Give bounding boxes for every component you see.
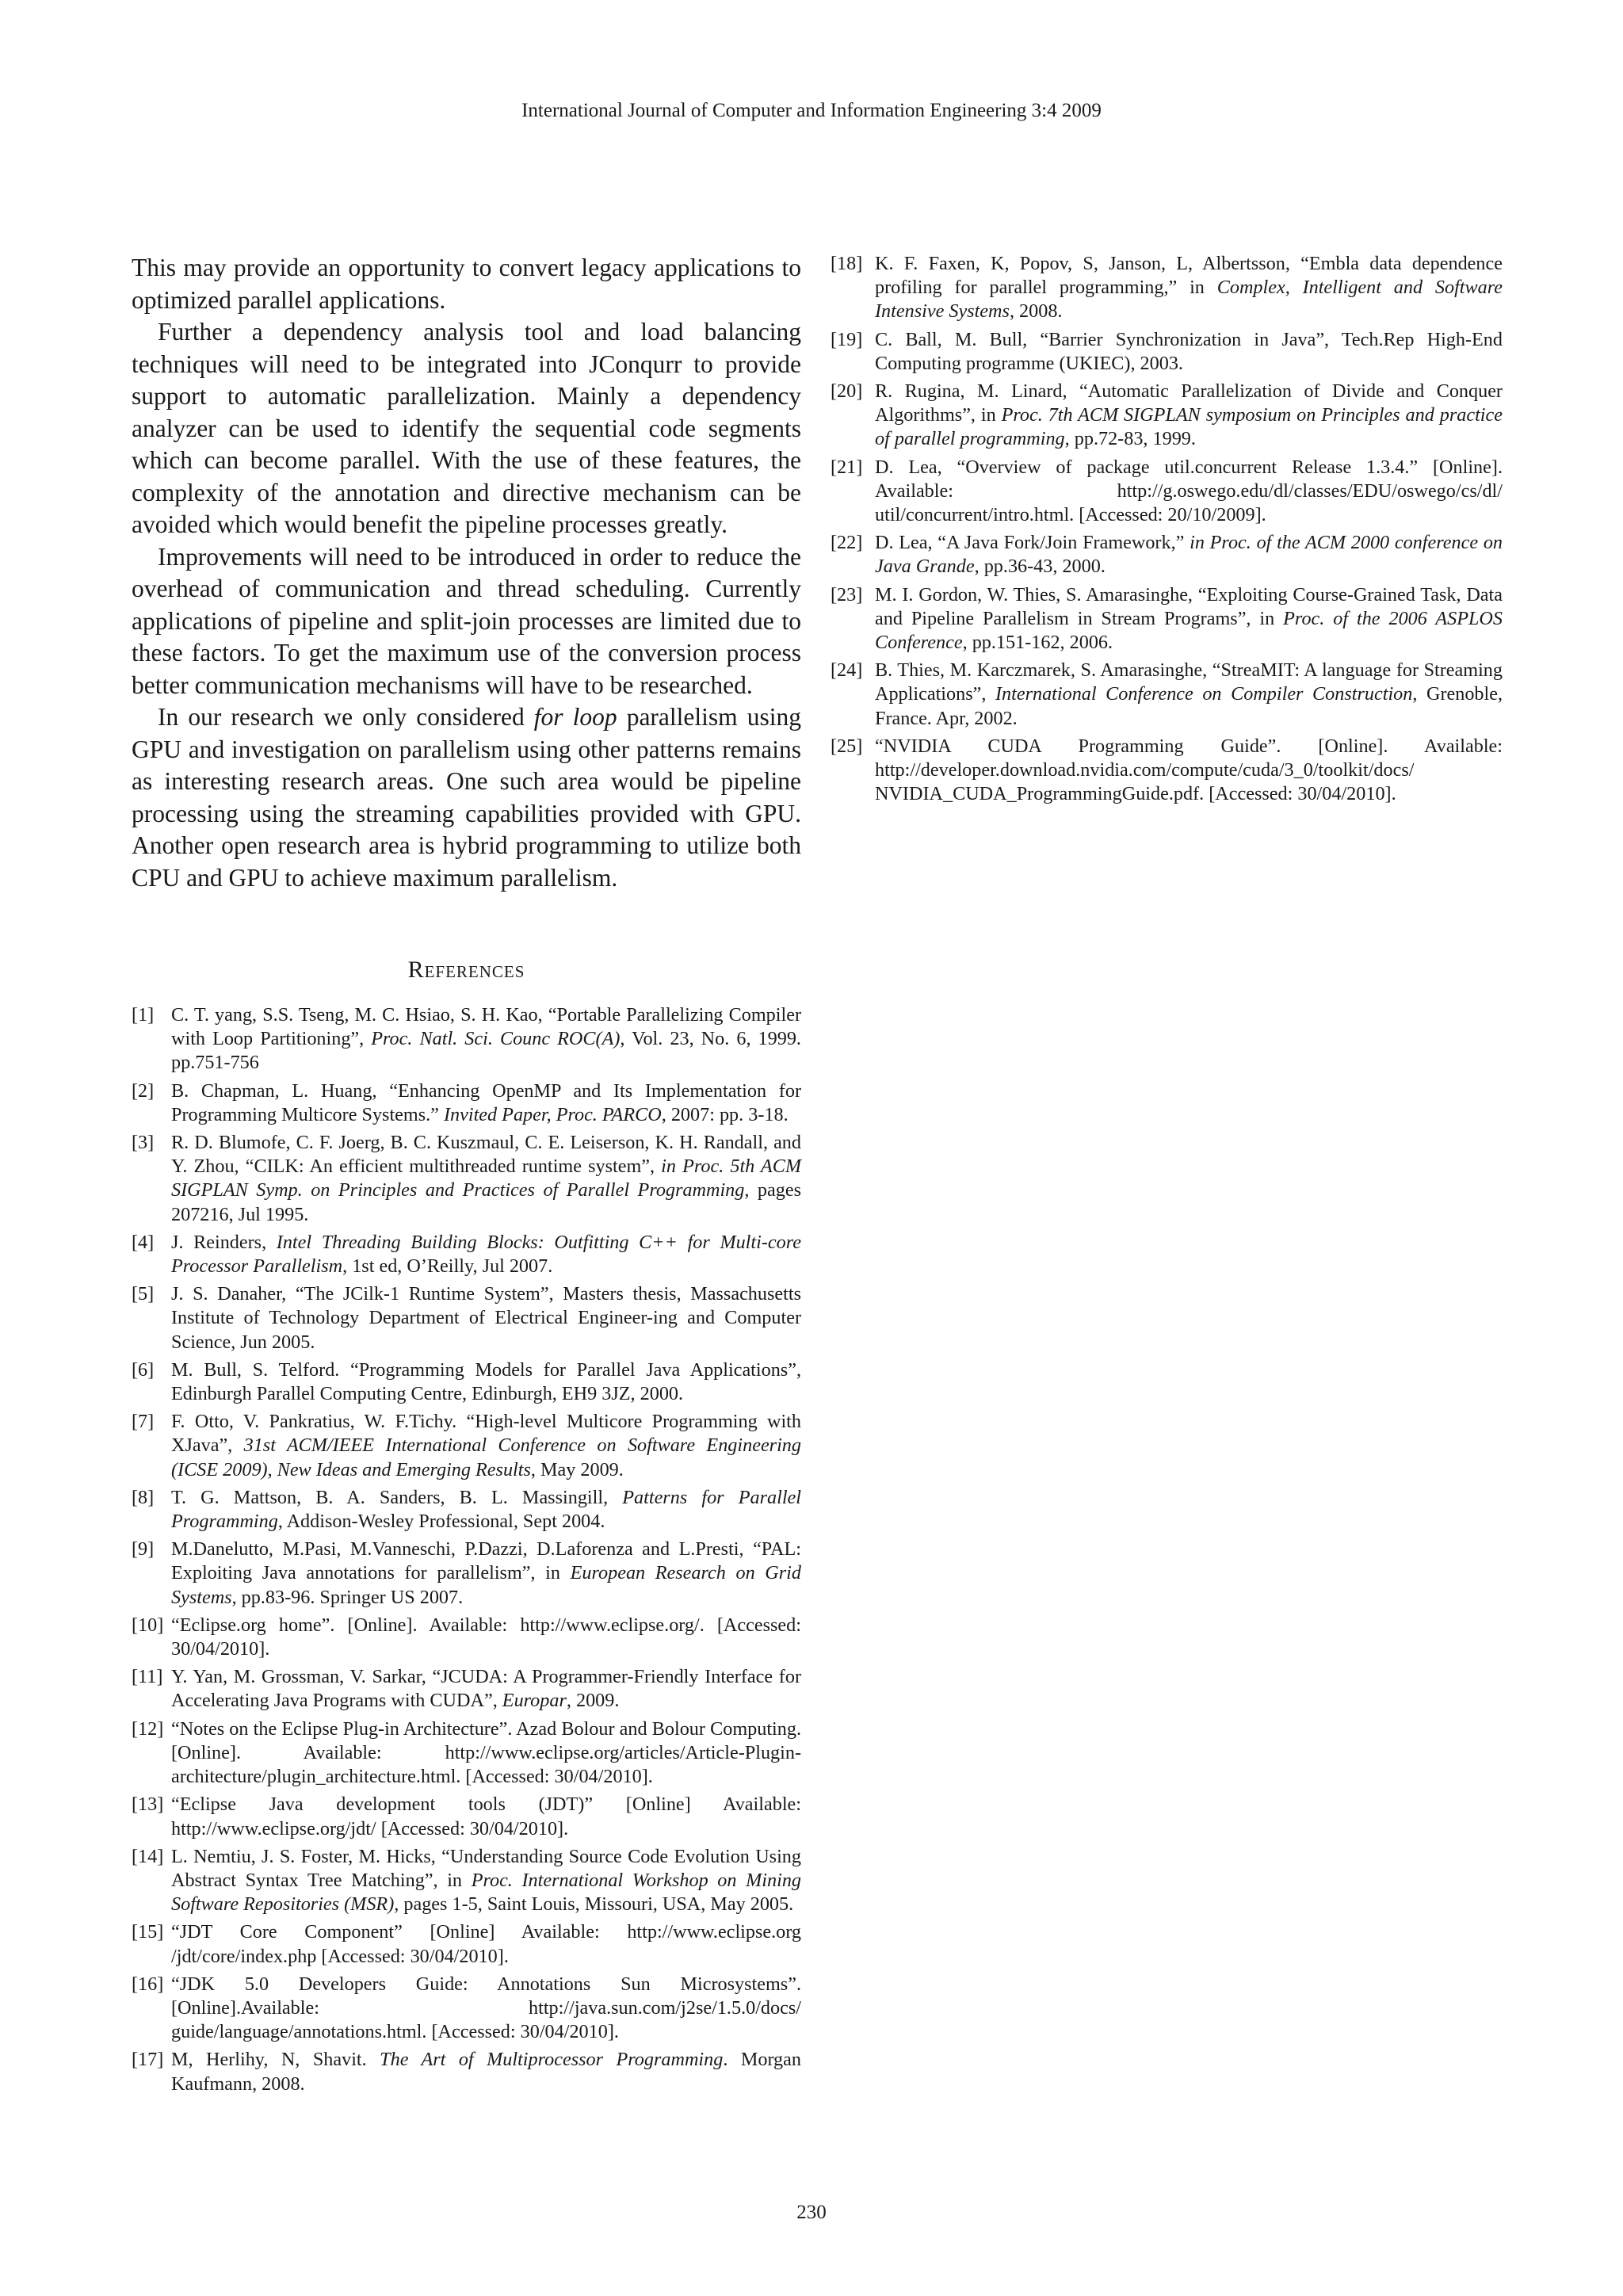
reference-text: , 2009. [566,1690,620,1712]
reference-text: C. T. yang, S.S. Tseng, M. C. Hsiao, S. H. Kao, “Portable Parallelizing Compiler with Loop Partitioning”, [171,1004,801,1050]
reference-item [831,583,1503,655]
reference-number: [21] [831,456,863,478]
reference-text: , pages 1-5, Saint Louis, Missouri, USA, May 2005. [394,1893,794,1916]
reference-number: [15] [132,1921,164,1943]
reference-text: , pp.36-43, 2000. [974,556,1106,578]
reference-text: D. Lea, “Overview of package util.concurrent Release 1.3.4.” [Online]. Available: http://g.oswego.edu/dl/classes/EDU/oswego/cs/dl/ util/concurrent/intro.html. [Accessed: 20/10/2009]. [875,456,1503,526]
reference-text: , 1st ed, O’Reilly, Jul 2007. [342,1255,553,1278]
reference-text: J. S. Danaher, “The JCilk-1 Runtime System”, Masters thesis, Massachusetts Institute of Technology Department of Electrical Engineer-ing and Computer Science, Jun 2005. [171,1283,801,1353]
reference-text: , 2008. [1009,300,1063,323]
reference-text: , Grenoble, France. Apr, 2002. [875,683,1503,729]
reference-text: , pp.151-162, 2006. [962,632,1113,654]
reference-list-left [132,1003,801,2096]
reference-number: [12] [132,1717,164,1740]
reference-text: M, Herlihy, N, Shavit. [171,2049,380,2071]
reference-item [831,531,1503,579]
reference-text: , pages 207216, Jul 1995. [171,1179,801,1225]
reference-number: [22] [831,532,863,554]
reference-item [132,1920,801,1968]
reference-item [132,2048,801,2095]
reference-item [132,1358,801,1406]
reference-text: J. Reinders, [171,1231,277,1253]
body-paragraph: In our research we only considered for loop parallelism using GPU and investigation on parallelism using other patterns remains as interesting research areas. One such area would be pipeline processing using the streaming capabilities provided with GPU. Another open research area is hybrid programming to utilize both CPU and GPU to achieve maximum parallelism. [132,703,801,892]
reference-number: [24] [831,659,863,682]
page-number: 230 [796,2202,827,2223]
reference-number: [16] [132,1973,164,1995]
right-column [831,252,1503,810]
reference-item [831,252,1503,324]
reference-item [132,1665,801,1713]
reference-item [831,456,1503,528]
reference-number: [18] [831,253,863,274]
reference-italic-text: Proc. Natl. Sci. Counc ROC(A) [371,1028,621,1050]
reference-text: M. I. Gordon, W. Thies, S. Amarasinghe, “Exploiting Course-Grained Task, Data and Pipeline Parallelism in Stream Programs”, in [875,583,1503,629]
reference-item [132,1717,801,1790]
left-column [132,252,801,2100]
reference-item [132,1131,801,1227]
reference-item [132,1079,801,1127]
reference-italic-text: Patterns for Parallel Programming [171,1486,801,1533]
reference-text: Y. Yan, M. Grossman, V. Sarkar, “JCUDA: A Programmer-Friendly Interface for Accelerating Java Programs with CUDA”, [171,1666,801,1712]
reference-item [132,1793,801,1840]
reference-text: “JDK 5.0 Developers Guide: Annotations Sun Microsystems”. [Online].Available: http://java.sun.com/j2se/1.5.0/docs/ guide/language/annotations.html. [Accessed: 30/04/2010]. [171,1973,801,2043]
reference-italic-text: Complex, Intelligent and Software Intensive Systems [875,277,1503,323]
reference-number: [3] [132,1132,155,1154]
reference-number: [13] [132,1794,164,1816]
reference-item [132,1973,801,2045]
reference-text: , pp.72-83, 1999. [1064,428,1196,450]
reference-text: “JDT Core Component” [Online] Available: http://www.eclipse.org /jdt/core/index.php [Accessed: 30/04/2010]. [171,1921,801,1967]
reference-text: , May 2009. [530,1458,624,1480]
reference-text: , 2007: pp. 3-18. [661,1103,789,1125]
reference-item [132,1410,801,1482]
reference-number: [17] [132,2049,164,2071]
reference-text: “Eclipse.org home”. [Online]. Available: http://www.eclipse.org/. [Accessed: 30/04/2010]. [171,1614,801,1660]
reference-italic-text: Proc. of the 2006 ASPLOS Conference [875,607,1503,654]
reference-number: [4] [132,1231,155,1253]
body-paragraph: Further a dependency analysis tool and load balancing techniques will need to be integrated into JConqurr to provide support to automatic parallelization. Mainly a dependency analyzer can be used to identify the sequential code segments which can become parallel. With the use of these features, the complexity of the annotation and directive mechanism can be avoided which would benefit the pipeline processes greatly. [132,318,801,538]
reference-item [132,1845,801,1917]
reference-item [132,1282,801,1354]
reference-item [132,1231,801,1278]
reference-text: B. Thies, M. Karczmarek, S. Amarasinghe, “StreaMIT: A language for Streaming Applications”, [875,659,1503,705]
reference-item [132,1614,801,1661]
reference-italic-text: European Research on Grid Systems [171,1562,801,1608]
reference-item [831,659,1503,731]
reference-number: [23] [831,583,863,606]
reference-italic-text: 31st ACM/IEEE International Conference on Software Engineering (ICSE 2009), New Ideas and Emerging Results [171,1435,801,1480]
reference-italic-text: International Conference on Compiler Construction [995,683,1413,705]
reference-item [831,328,1503,376]
reference-number: [11] [132,1666,163,1688]
reference-item [132,1486,801,1534]
reference-number: [1] [132,1004,155,1026]
reference-italic-text: Intel Threading Building Blocks: Outfitting C++ for Multi-core Processor Parallelism [171,1231,801,1278]
reference-text: M.Danelutto, M.Pasi, M.Vanneschi, P.Dazzi, D.Laforenza and L.Presti, “PAL: Exploiting Java annotations for parallelism”, in [171,1538,801,1584]
reference-text: , Vol. 23, No. 6, 1999. pp.751-756 [171,1028,801,1074]
reference-number: [5] [132,1283,155,1305]
reference-italic-text: in Proc. of the ACM 2000 conference on Java Grande [875,532,1503,578]
reference-italic-text: Europar [502,1690,567,1712]
reference-number: [2] [132,1079,155,1102]
reference-text: M. Bull, S. Telford. “Programming Models for Parallel Java Applications”, Edinburgh Parallel Computing Centre, Edinburgh, EH9 3JZ, 2000. [171,1358,801,1405]
reference-text: B. Chapman, L. Huang, “Enhancing OpenMP and Its Implementation for Programming Multicore Systems.” [171,1079,801,1125]
reference-text: “Eclipse Java development tools (JDT)” [Online] Available: http://www.eclipse.org/jdt/ [Accessed: 30/04/2010]. [171,1794,801,1839]
reference-italic-text: Invited Paper, Proc. PARCO [443,1103,662,1125]
reference-item [132,1538,801,1610]
body-paragraph: Improvements will need to be introduced in order to reduce the overhead of communication and thread scheduling. Currently applications of pipeline and split-join processes are limited due to these factors. To get the maximum use of the conversion process better communication mechanisms will have to be researched. [132,542,801,699]
reference-number: [10] [132,1614,164,1636]
body-paragraph: This may provide an opportunity to convert legacy applications to optimized parallel applications. [132,254,801,314]
reference-text: F. Otto, V. Pankratius, W. F.Tichy. “High-level Multicore Programming with XJava”, [171,1411,801,1457]
reference-text: . Morgan Kaufmann, 2008. [171,2049,801,2095]
reference-number: [20] [831,380,863,403]
reference-number: [19] [831,328,863,350]
reference-italic-text: in Proc. 5th ACM SIGPLAN Symp. on Principles and Practices of Parallel Programming [171,1156,801,1201]
reference-item [831,735,1503,807]
reference-italic-text: Proc. International Workshop on Mining Software Repositories (MSR) [171,1869,802,1916]
reference-text: D. Lea, “A Java Fork/Join Framework,” [875,532,1190,554]
reference-number: [7] [132,1411,155,1433]
reference-text: , Addison-Wesley Professional, Sept 2004. [277,1511,605,1533]
reference-text: T. G. Mattson, B. A. Sanders, B. L. Massingill, [171,1486,623,1508]
reference-text: K. F. Faxen, K, Popov, S, Janson, L, Albertsson, “Embla data dependence profiling for parallel programming,” in [875,253,1503,299]
reference-number: [8] [132,1486,155,1508]
reference-text: “NVIDIA CUDA Programming Guide”. [Online]. Available: http://developer.download.nvidia.com/compute/cuda/3_0/toolkit/docs/ NVIDIA_CUDA_ProgrammingGuide.pdf. [Accessed: 30/04/2010]. [875,735,1503,805]
reference-text: R. D. Blumofe, C. F. Joerg, B. C. Kuszmaul, C. E. Leiserson, K. H. Randall, and Y. Zhou, “CILK: An efficient multithreaded runtime system”, [171,1132,801,1178]
references-heading: References [407,957,525,983]
reference-text: R. Rugina, M. Linard, “Automatic Parallelization of Divide and Conquer Algorithms”, in [875,380,1503,426]
reference-number: [9] [132,1538,155,1561]
reference-text: “Notes on the Eclipse Plug-in Architecture”. Azad Bolour and Bolour Computing. [Online]. Available: http://www.eclipse.org/articles/Article-Plugin- architecture/plugin_architecture.html. [Accessed: 30/04/2010]. [171,1717,801,1788]
reference-text: L. Nemtiu, J. S. Foster, M. Hicks, “Understanding Source Code Evolution Using Abstract Syntax Tree Matching”, in [171,1845,801,1891]
reference-number: [6] [132,1358,155,1381]
reference-number: [14] [132,1845,164,1867]
reference-italic-text: Proc. 7th ACM SIGPLAN symposium on Principles and practice of parallel programming [875,404,1503,450]
reference-text: C. Ball, M. Bull, “Barrier Synchronization in Java”, Tech.Rep High-End Computing programme (UKIEC), 2003. [875,328,1503,374]
reference-italic-text: The Art of Multiprocessor Programming [380,2049,724,2071]
reference-item [831,380,1503,452]
reference-number: [25] [831,735,863,757]
reference-text: , pp.83-96. Springer US 2007. [231,1586,464,1608]
reference-item [132,1003,801,1075]
reference-list-right [831,252,1503,806]
running-header: International Journal of Computer and Information Engineering 3:4 2009 [521,100,1102,121]
